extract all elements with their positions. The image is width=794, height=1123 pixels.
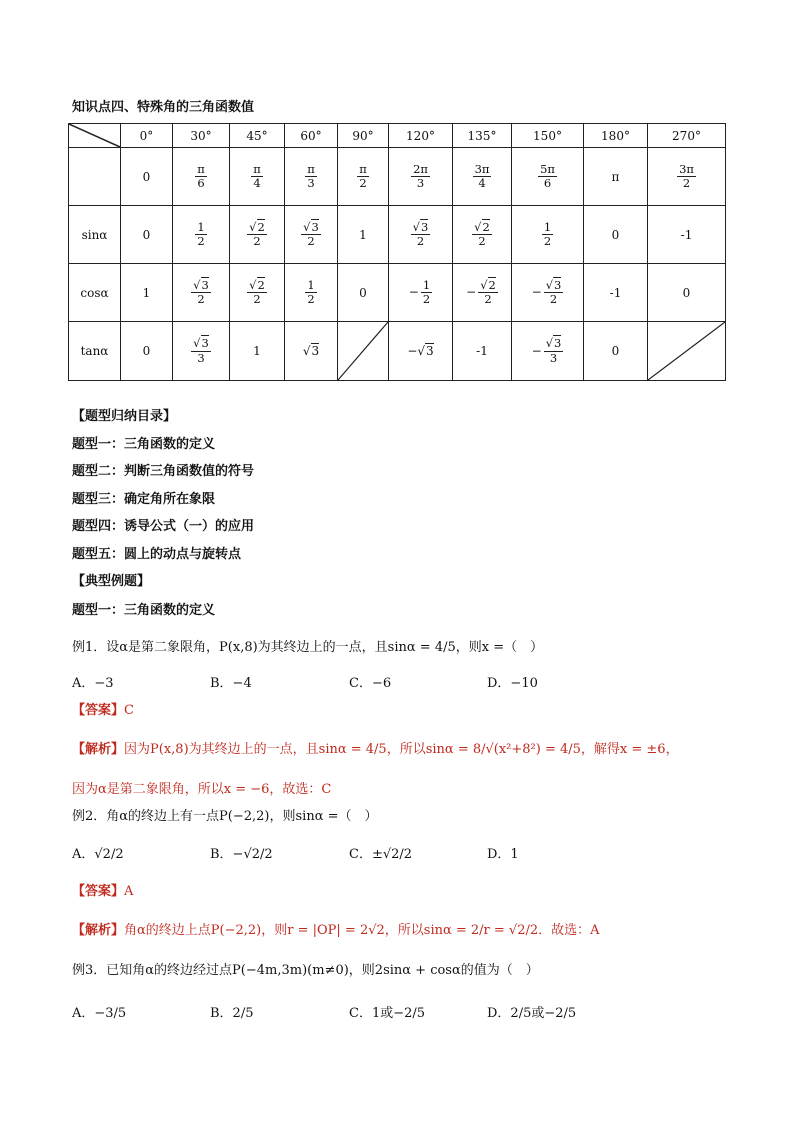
example-3-options xyxy=(72,1002,732,1020)
example-1-question: 例1．设α是第二象限角，P(x,8)为其终边上的一点，且sinα = 4/5，则x =（ ） xyxy=(72,640,544,655)
tan-cell: -1 xyxy=(453,322,512,381)
degree-cell: 180° xyxy=(584,124,648,148)
example-2-analysis xyxy=(72,919,732,938)
degree-cell: 120° xyxy=(389,124,453,148)
catalog-item: 题型三：确定角所在象限 xyxy=(72,492,216,507)
row-label-tan: tanα xyxy=(69,322,121,381)
example-3-question: 例3．已知角α的终边经过点P(−4m,3m)(m≠0)，则2sinα + cosα的值为（ ） xyxy=(72,963,539,978)
example-2-question: 例2．角α的终边上有一点P(−2,2)，则sinα =（ ） xyxy=(72,809,378,824)
catalog-title: 【题型归纳目录】 xyxy=(72,409,177,424)
tan-cell: √3 xyxy=(285,322,338,381)
example-2-answer xyxy=(72,880,133,899)
radian-cell: π xyxy=(584,148,648,206)
sin-cell: $\frac{√3}{2}$ xyxy=(389,206,453,264)
corner-cell xyxy=(69,124,121,148)
radian-cell: $\frac{2\pi}{3}$ xyxy=(389,148,453,206)
radian-cell: $\frac{5\pi}{6}$ xyxy=(512,148,584,206)
sin-cell: $\frac{√2}{2}$ xyxy=(230,206,285,264)
example-2-options xyxy=(72,843,732,861)
option-d: D．−10 xyxy=(487,676,538,691)
option-a: A．−3/5 xyxy=(72,1006,127,1021)
cos-cell: -1 xyxy=(584,264,648,322)
radian-cell: 0 xyxy=(121,148,173,206)
radian-cell: $\frac{\pi}{6}$ xyxy=(173,148,230,206)
tan-cell: $\frac{√3}{3}$ xyxy=(173,322,230,381)
catalog-item: 题型二：判断三角函数值的符号 xyxy=(72,464,255,479)
option-a: A．√2/2 xyxy=(72,847,124,862)
answer-tag: 【答案】 xyxy=(72,703,125,718)
cos-cell: − $\frac{√2}{2}$ xyxy=(453,264,512,322)
example-1-answer xyxy=(72,699,134,718)
analysis-tag: 【解析】 xyxy=(72,742,125,757)
option-b: B．−4 xyxy=(210,676,252,691)
tan-cell: − $\frac{√3}{3}$ xyxy=(512,322,584,381)
tan-row xyxy=(69,322,726,381)
sin-row xyxy=(69,206,726,264)
type1-title: 题型一：三角函数的定义 xyxy=(72,603,216,618)
degree-cell: 90° xyxy=(338,124,389,148)
tan-cell-undefined xyxy=(648,322,726,381)
sin-cell: 0 xyxy=(121,206,173,264)
cos-cell: 0 xyxy=(338,264,389,322)
radian-cell: $\frac{3\pi}{4}$ xyxy=(453,148,512,206)
option-b: B．−√2/2 xyxy=(210,847,273,862)
cos-row xyxy=(69,264,726,322)
tan-cell: 1 xyxy=(230,322,285,381)
sin-cell: 0 xyxy=(584,206,648,264)
examples-title: 【典型例题】 xyxy=(72,574,151,589)
degree-cell: 45° xyxy=(230,124,285,148)
example-1-analysis xyxy=(72,738,732,757)
radian-cell: $\frac{\pi}{3}$ xyxy=(285,148,338,206)
degree-cell: 150° xyxy=(512,124,584,148)
option-d: D．2/5或−2/5 xyxy=(487,1006,577,1021)
radian-label-cell xyxy=(69,148,121,206)
catalog-item: 题型四：诱导公式（一）的应用 xyxy=(72,519,255,534)
cos-cell: $\frac{√3}{2}$ xyxy=(173,264,230,322)
cos-cell: 0 xyxy=(648,264,726,322)
option-b: B．2/5 xyxy=(210,1006,254,1021)
row-label-cos: cosα xyxy=(69,264,121,322)
sin-cell: $\frac{1}{2}$ xyxy=(512,206,584,264)
degree-cell: 135° xyxy=(453,124,512,148)
example-1-analysis-cont: 因为α是第二象限角，所以x = −6，故选：C xyxy=(72,782,332,797)
cos-cell: − $\frac{√3}{2}$ xyxy=(512,264,584,322)
analysis-text: 角α的终边上点P(−2,2)，则r = |OP| = 2√2，所以sinα = 2/r = √2/2．故选：A xyxy=(124,923,600,938)
option-c: C．−6 xyxy=(349,676,392,691)
degree-cell: 60° xyxy=(285,124,338,148)
analysis-tag: 【解析】 xyxy=(72,923,125,938)
catalog-item: 题型一：三角函数的定义 xyxy=(72,437,216,452)
answer-value: C xyxy=(124,703,134,718)
tan-cell-undefined xyxy=(338,322,389,381)
example-1-options xyxy=(72,672,732,690)
sin-cell: $\frac{1}{2}$ xyxy=(173,206,230,264)
answer-value: A xyxy=(124,884,134,899)
cos-cell: − $\frac{1}{2}$ xyxy=(389,264,453,322)
degree-cell: 30° xyxy=(173,124,230,148)
tan-cell: 0 xyxy=(584,322,648,381)
radian-cell: $\frac{\pi}{2}$ xyxy=(338,148,389,206)
sin-cell: $\frac{√2}{2}$ xyxy=(453,206,512,264)
tan-cell: 0 xyxy=(121,322,173,381)
radian-row xyxy=(69,148,726,206)
cos-cell: 1 xyxy=(121,264,173,322)
special-angle-table xyxy=(68,123,726,381)
degree-cell: 270° xyxy=(648,124,726,148)
sin-cell: $\frac{√3}{2}$ xyxy=(285,206,338,264)
option-c: C．1或−2/5 xyxy=(349,1006,426,1021)
row-label-sin: sinα xyxy=(69,206,121,264)
radian-cell: $\frac{\pi}{4}$ xyxy=(230,148,285,206)
section-title: 知识点四、特殊角的三角函数值 xyxy=(72,100,255,115)
cos-cell: $\frac{1}{2}$ xyxy=(285,264,338,322)
option-d: D．1 xyxy=(487,847,519,862)
cos-cell: $\frac{√2}{2}$ xyxy=(230,264,285,322)
tan-cell: −√3 xyxy=(389,322,453,381)
catalog-item: 题型五：圆上的动点与旋转点 xyxy=(72,547,242,562)
radian-cell: $\frac{3\pi}{2}$ xyxy=(648,148,726,206)
degree-row xyxy=(69,124,726,148)
analysis-text: 因为P(x,8)为其终边上的一点，且sinα = 4/5，所以sinα = 8/√(x²+8²) = 4/5，解得x = ±6， xyxy=(124,742,679,757)
answer-tag: 【答案】 xyxy=(72,884,125,899)
option-a: A．−3 xyxy=(72,676,114,691)
sin-cell: -1 xyxy=(648,206,726,264)
option-c: C．±√2/2 xyxy=(349,847,413,862)
degree-cell: 0° xyxy=(121,124,173,148)
sin-cell: 1 xyxy=(338,206,389,264)
